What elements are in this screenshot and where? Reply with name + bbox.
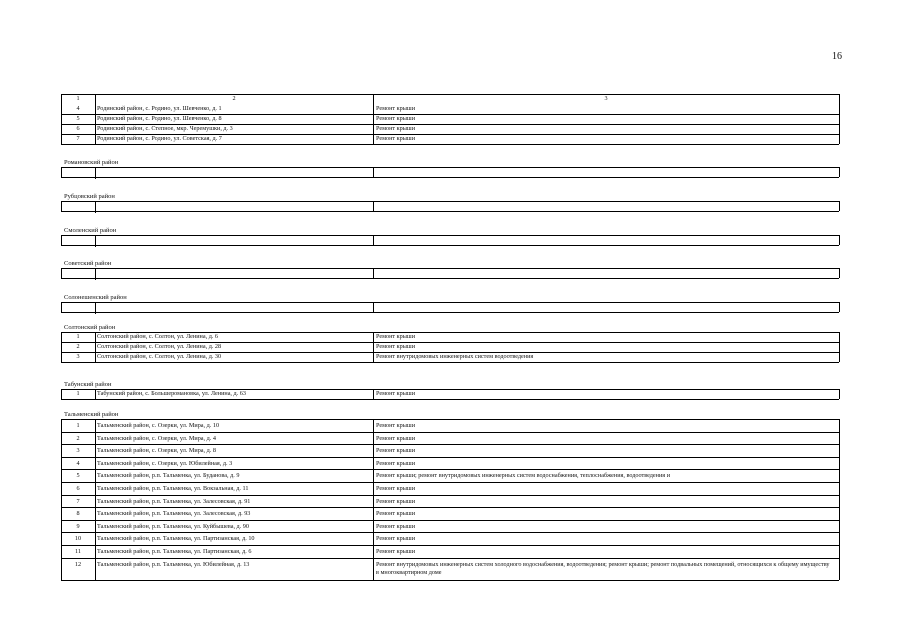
row-work: Ремонт крыши — [376, 510, 416, 518]
section-title: Смоленский район — [64, 227, 117, 234]
column-divider — [95, 482, 96, 495]
column-divider — [373, 532, 374, 545]
row-number: 8 — [76, 510, 80, 518]
row-divider — [61, 144, 839, 145]
column-divider — [95, 124, 96, 134]
column-divider — [839, 432, 840, 445]
column-divider — [373, 444, 374, 457]
row-divider — [61, 362, 839, 363]
row-divider — [61, 201, 839, 202]
section-title: Солонешенский район — [64, 294, 127, 301]
column-divider — [839, 352, 840, 362]
row-work: Ремонт крыши; ремонт внутридомовых инженерных систем водоснабжения, теплоснабжения, водоотведения и — [376, 472, 671, 480]
row-divider — [61, 399, 839, 400]
column-divider — [839, 469, 840, 482]
row-address: Тальменский район, р.п. Тальменка, ул. Залесовская, д. 93 — [97, 510, 251, 518]
column-divider — [95, 457, 96, 470]
column-divider — [95, 342, 96, 352]
column-divider — [839, 507, 840, 520]
column-divider — [839, 268, 840, 278]
column-divider — [61, 167, 62, 177]
column-divider — [839, 482, 840, 495]
row-address: Солтонский район, с. Солтон, ул. Ленина, д. 6 — [97, 333, 219, 340]
row-work: Ремонт крыши — [376, 522, 416, 530]
column-divider — [373, 201, 374, 211]
row-address: Тальменский район, р.п. Тальменка, ул. Куйбышева, д. 90 — [97, 522, 249, 530]
column-divider — [95, 532, 96, 545]
row-divider — [61, 177, 839, 178]
header-col-3: 3 — [604, 95, 608, 102]
row-number: 6 — [76, 125, 80, 132]
column-divider — [95, 201, 96, 211]
row-work: Ремонт крыши — [376, 485, 416, 492]
row-work: Ремонт крыши — [376, 434, 416, 442]
column-divider — [839, 545, 840, 558]
column-divider — [373, 545, 374, 558]
row-divider — [61, 520, 839, 521]
row-address: Родинский район, с. Родино, ул. Советская, д. 7 — [97, 135, 222, 142]
row-number: 1 — [76, 390, 80, 397]
column-divider — [839, 94, 840, 104]
column-divider — [95, 545, 96, 558]
column-divider — [61, 235, 62, 245]
row-divider — [61, 482, 839, 483]
column-divider — [95, 507, 96, 520]
column-divider — [373, 352, 374, 362]
row-work: Ремонт крыши — [376, 447, 416, 455]
column-divider — [839, 389, 840, 399]
row-work: Ремонт внутридомовых инженерных систем холодного водоснабжения, водоотведения; ремонт крыши; ремонт подвальных помещений, относящихся к общему имуществу в многоквартирном доме — [376, 560, 830, 576]
column-divider — [373, 432, 374, 445]
row-address: Тальменский район, с. Озерки, ул. Юбилейная, д. 3 — [97, 459, 233, 467]
row-number: 4 — [76, 105, 80, 112]
row-address: Тальменский район, р.п. Тальменка, ул. Партизанская, д. 10 — [97, 535, 255, 543]
row-address: Тальменский район, р.п. Тальменка, ул. Партизанская, д. 6 — [97, 548, 252, 555]
row-number: 3 — [76, 353, 80, 360]
row-number: 4 — [76, 459, 80, 467]
row-address: Табунский район, с. Большеромановка, ул. Ленина, д. 63 — [97, 390, 246, 397]
column-divider — [95, 245, 96, 247]
row-number: 11 — [75, 548, 81, 555]
section-title: Рубцовский район — [64, 193, 115, 200]
column-divider — [95, 114, 96, 124]
column-divider — [373, 302, 374, 312]
column-divider — [839, 134, 840, 144]
column-divider — [839, 167, 840, 177]
column-divider — [95, 444, 96, 457]
row-work: Ремонт крыши — [376, 422, 416, 429]
column-divider — [61, 268, 62, 278]
header-col-1: 1 — [76, 95, 80, 102]
column-divider — [839, 114, 840, 124]
row-address: Тальменский район, р.п. Тальменка, ул. Юбилейная, д. 13 — [97, 560, 250, 568]
column-divider — [95, 278, 96, 280]
column-divider — [839, 342, 840, 352]
row-work: Ремонт крыши — [376, 497, 416, 505]
column-divider — [95, 235, 96, 245]
section-title: Табунский район — [64, 381, 112, 388]
column-divider — [373, 558, 374, 580]
column-divider — [61, 302, 62, 312]
column-divider — [373, 520, 374, 533]
column-divider — [95, 432, 96, 445]
column-divider — [373, 134, 374, 144]
row-address: Родинский район, с. Родино, ул. Шевченко, д. 8 — [97, 115, 222, 122]
row-divider — [61, 495, 839, 496]
column-divider — [61, 201, 62, 211]
section-title: Солтонский район — [64, 324, 116, 331]
row-divider — [61, 278, 839, 279]
column-divider — [95, 302, 96, 312]
column-divider — [373, 457, 374, 470]
section-title: Романовский район — [64, 159, 119, 166]
row-divider — [61, 419, 839, 420]
column-divider — [95, 312, 96, 314]
column-divider — [95, 352, 96, 362]
column-divider — [839, 532, 840, 545]
row-number: 5 — [76, 115, 80, 122]
row-number: 1 — [76, 422, 80, 429]
row-work: Ремонт крыши — [376, 535, 416, 543]
row-divider — [61, 444, 839, 445]
row-divider — [61, 167, 839, 168]
row-number: 7 — [76, 135, 80, 142]
row-work: Ремонт крыши — [376, 459, 416, 467]
column-divider — [95, 558, 96, 580]
row-divider — [61, 432, 839, 433]
column-divider — [373, 342, 374, 352]
column-divider — [373, 114, 374, 124]
row-work: Ремонт крыши — [376, 115, 416, 122]
row-divider — [61, 457, 839, 458]
section-title: Советский район — [64, 260, 112, 267]
row-number: 9 — [76, 522, 80, 530]
column-divider — [95, 134, 96, 144]
column-divider — [839, 124, 840, 134]
row-divider — [61, 312, 839, 313]
row-work: Ремонт крыши — [376, 135, 416, 142]
row-number: 5 — [76, 472, 80, 480]
column-divider — [373, 124, 374, 134]
row-divider — [61, 268, 839, 269]
row-address: Тальменский район, с. Озерки, ул. Мира, д. 8 — [97, 447, 216, 455]
header-col-2: 2 — [232, 95, 236, 102]
column-divider — [95, 469, 96, 482]
row-address: Солтонский район, с. Солтон, ул. Ленина, д. 28 — [97, 343, 222, 350]
column-divider — [839, 419, 840, 432]
row-work: Ремонт крыши — [376, 343, 416, 350]
row-work: Ремонт крыши — [376, 125, 416, 132]
row-divider — [61, 558, 839, 559]
column-divider — [373, 268, 374, 278]
column-divider — [839, 558, 840, 580]
column-divider — [373, 332, 374, 342]
column-divider — [373, 235, 374, 245]
row-divider — [61, 507, 839, 508]
section-title: Тальменский район — [64, 411, 119, 418]
column-divider — [95, 389, 96, 399]
column-divider — [839, 332, 840, 342]
row-address: Тальменский район, р.п. Тальменка, ул. Буданова, д. 9 — [97, 472, 240, 480]
row-work: Ремонт крыши — [376, 105, 416, 112]
row-work: Ремонт крыши — [376, 548, 416, 555]
row-number: 6 — [76, 485, 80, 492]
row-divider — [61, 580, 839, 581]
column-divider — [95, 268, 96, 278]
column-divider — [95, 177, 96, 179]
column-divider — [373, 507, 374, 520]
column-divider — [373, 482, 374, 495]
row-divider — [61, 211, 839, 212]
column-divider — [373, 389, 374, 399]
row-address: Родинский район, с. Родино, ул. Шевченко, д. 1 — [97, 105, 222, 112]
row-divider — [61, 532, 839, 533]
column-divider — [95, 104, 96, 114]
row-address: Тальменский район, р.п. Тальменка, ул. Вокзальная, д. 11 — [97, 485, 249, 492]
column-divider — [839, 201, 840, 211]
row-address: Солтонский район, с. Солтон, ул. Ленина, д. 30 — [97, 353, 222, 360]
row-number: 7 — [76, 497, 80, 505]
column-divider — [95, 495, 96, 508]
column-divider — [95, 332, 96, 342]
row-number: 12 — [74, 560, 82, 568]
column-divider — [839, 302, 840, 312]
column-divider — [95, 211, 96, 213]
column-divider — [839, 457, 840, 470]
column-divider — [839, 444, 840, 457]
column-divider — [373, 469, 374, 482]
row-work: Ремонт крыши — [376, 333, 416, 340]
row-address: Родинский район, с. Степное, мкр. Черемушки, д. 3 — [97, 125, 233, 132]
column-divider — [95, 520, 96, 533]
column-divider — [95, 419, 96, 432]
column-divider — [839, 495, 840, 508]
row-divider — [61, 545, 839, 546]
row-work: Ремонт внутридомовых инженерных систем водоотведения — [376, 353, 534, 360]
page-number: 16 — [832, 51, 842, 62]
row-address: Тальменский район, р.п. Тальменка, ул. Залесовская, д. 91 — [97, 497, 251, 505]
column-divider — [373, 104, 374, 114]
row-divider — [61, 245, 839, 246]
row-address: Тальменский район, с. Озерки, ул. Мира, д. 10 — [97, 422, 220, 429]
row-number: 1 — [76, 333, 80, 340]
column-divider — [839, 104, 840, 114]
row-number: 2 — [76, 434, 80, 442]
row-number: 3 — [76, 447, 80, 455]
column-divider — [373, 495, 374, 508]
column-divider — [839, 520, 840, 533]
column-divider — [373, 167, 374, 177]
row-work: Ремонт крыши — [376, 390, 416, 397]
column-divider — [95, 167, 96, 177]
row-divider — [61, 235, 839, 236]
row-number: 10 — [74, 535, 82, 543]
row-divider — [61, 302, 839, 303]
column-divider — [839, 235, 840, 245]
row-address: Тальменский район, с. Озерки, ул. Мира, д. 4 — [97, 434, 216, 442]
row-divider — [61, 469, 839, 470]
column-divider — [373, 419, 374, 432]
row-number: 2 — [76, 343, 80, 350]
